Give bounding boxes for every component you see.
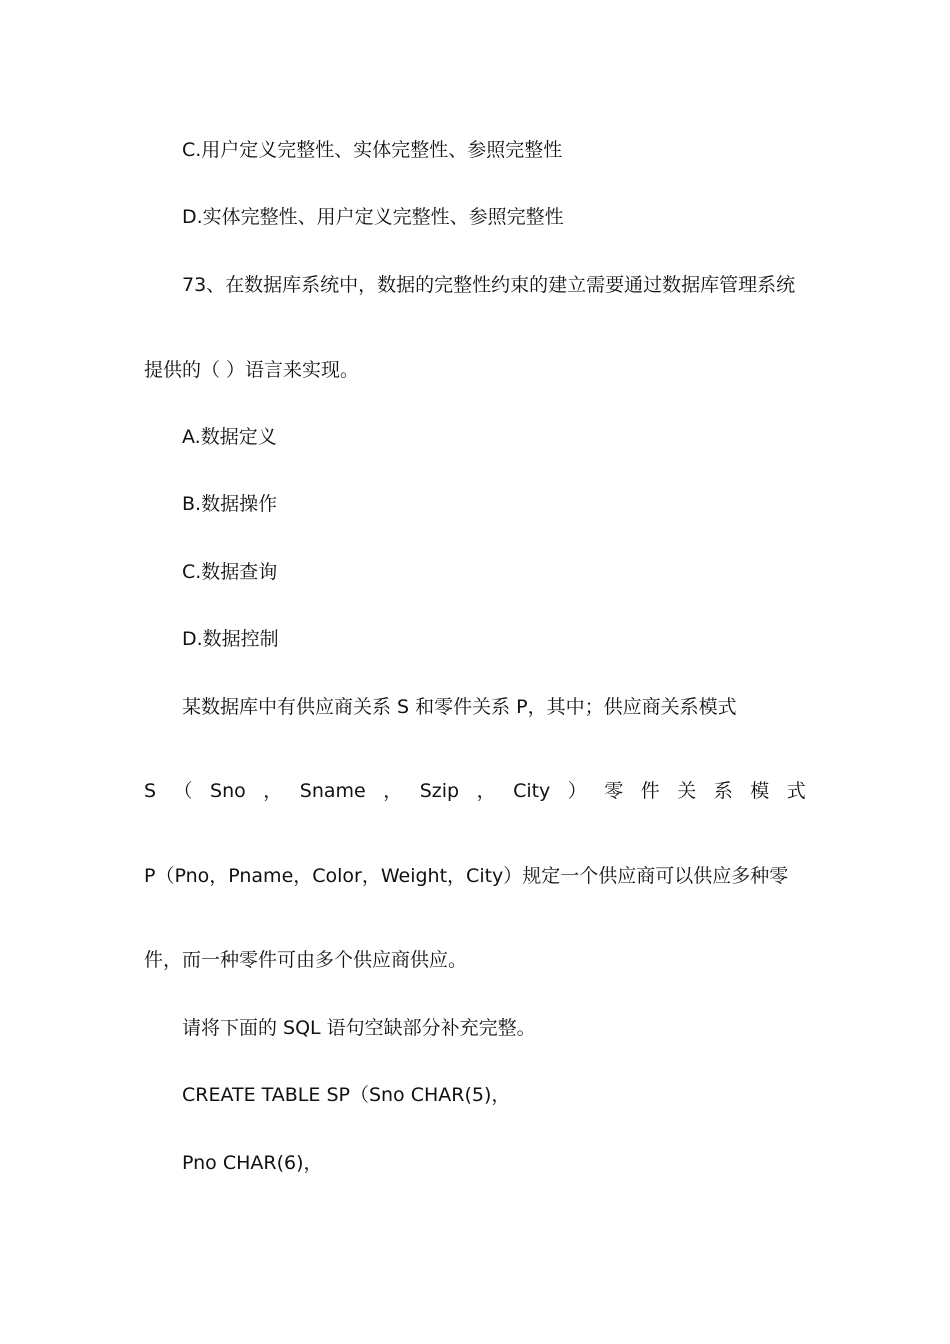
scenario-paragraph-line-4: 件，而一种零件可由多个供应商供应。 bbox=[144, 949, 468, 971]
sql-line-pno: Pno CHAR(6)， bbox=[182, 1152, 323, 1174]
line-token: ） bbox=[567, 780, 587, 802]
line-token: Sno bbox=[210, 780, 246, 802]
option-b-data-operation: B.数据操作 bbox=[182, 493, 278, 515]
line-token: 系 bbox=[713, 780, 733, 802]
question-73-line-2: 提供的（ ）语言来实现。 bbox=[144, 359, 360, 381]
line-token: 模 bbox=[750, 780, 770, 802]
line-token: 件 bbox=[640, 780, 660, 802]
scenario-paragraph-line-3: P（Pno，Pname，Color，Weight，City）规定一个供应商可以供应多种零 bbox=[144, 865, 789, 887]
sql-instruction: 请将下面的 SQL 语句空缺部分补充完整。 bbox=[182, 1017, 536, 1039]
line-token: 零 bbox=[604, 780, 624, 802]
line-token: Sname bbox=[299, 780, 366, 802]
scenario-paragraph-line-2 bbox=[144, 777, 806, 805]
line-token: Szip bbox=[419, 780, 460, 802]
option-c-integrity: C.用户定义完整性、实体完整性、参照完整性 bbox=[182, 139, 563, 161]
line-token: （ bbox=[173, 780, 193, 802]
option-c-data-query: C.数据查询 bbox=[182, 561, 278, 583]
line-token: ， bbox=[476, 780, 496, 802]
line-token: ， bbox=[383, 780, 403, 802]
line-token: S bbox=[144, 780, 157, 802]
scenario-paragraph-line-1: 某数据库中有供应商关系 S 和零件关系 P，其中；供应商关系模式 bbox=[182, 696, 737, 718]
line-token: ， bbox=[263, 780, 283, 802]
option-d-integrity: D.实体完整性、用户定义完整性、参照完整性 bbox=[182, 206, 564, 228]
question-73-line-1: 73、在数据库系统中，数据的完整性约束的建立需要通过数据库管理系统 bbox=[182, 274, 796, 296]
line-token: 式 bbox=[786, 780, 806, 802]
option-d-data-control: D.数据控制 bbox=[182, 628, 279, 650]
sql-line-create-table: CREATE TABLE SP（Sno CHAR(5)， bbox=[182, 1084, 511, 1106]
line-token: 关 bbox=[677, 780, 697, 802]
option-a-data-definition: A.数据定义 bbox=[182, 426, 277, 448]
line-token: City bbox=[513, 780, 551, 802]
